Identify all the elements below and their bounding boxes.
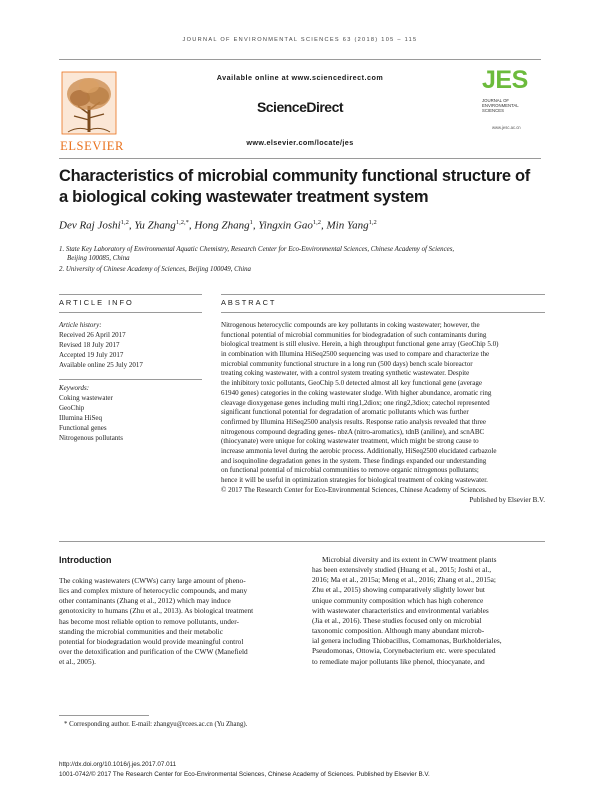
author-separator: , bbox=[188, 219, 195, 232]
text-line: genotoxicity to humans (Zhu et al., 2013). As biological treatment bbox=[59, 606, 254, 616]
author-list bbox=[59, 219, 543, 232]
affiliation-line: 2. University of Chinese Academy of Sciences, Beijing 100049, China bbox=[59, 266, 252, 273]
text-line: has become most reliable option to remove pollutants, under- bbox=[59, 616, 239, 626]
author-name[interactable]: Min Yang bbox=[326, 219, 369, 232]
text-line: Zhu et al., 2015) showing comparatively slightly lower but bbox=[312, 585, 485, 595]
abstract-line: (thiocyanate) were unique for coking wastewater treatment, which might be strong cause to bbox=[221, 437, 479, 446]
divider bbox=[221, 294, 545, 295]
intro-left-column bbox=[59, 576, 295, 667]
divider bbox=[59, 294, 202, 295]
text-line: to remediate major pollutants like phenol, thiocyanate, and bbox=[312, 656, 485, 666]
abstract-heading: ABSTRACT bbox=[221, 298, 277, 307]
abstract-line: significant functional potential for degradation of aromatic pollutants which was further bbox=[221, 408, 469, 417]
text-line: et al., 2005). bbox=[59, 657, 96, 667]
divider bbox=[59, 541, 545, 542]
abstract-line: 61940 genes) categories in the coking wastewater sludge. With higher abundance, aromatic ring bbox=[221, 388, 492, 397]
history-label: Article history: bbox=[59, 321, 102, 329]
abstract-line: increase ammonia level during the aerobic process. Additionally, HiSeq2500 elucidated carbazole bbox=[221, 446, 497, 455]
keyword[interactable]: Nitrogenous pollutants bbox=[59, 434, 123, 442]
elsevier-wordmark: ELSEVIER bbox=[60, 139, 124, 153]
abstract-line: treating coking wastewater, with a control system treating synthetic wastewater. Despite bbox=[221, 369, 470, 378]
history-item: Received 26 April 2017 bbox=[59, 331, 126, 339]
journal-citation: JOURNAL OF ENVIRONMENTAL SCIENCES 63 (2018) 105 – 115 bbox=[182, 37, 418, 43]
abstract-line: and isoquinoline degradation genes in the system. These findings expanded our understanding bbox=[221, 456, 487, 465]
copyright-line: 1001-0742/© 2017 The Research Center for Eco-Environmental Sciences, Chinese Academy of Sciences. Published by Elsevier B.V. bbox=[59, 771, 430, 778]
author-affil-sup: 1,2,* bbox=[175, 219, 189, 226]
abstract-line: confirmed by Illumina HiSeq2500 analysis results. Response ratio analysis revealed that three bbox=[221, 417, 486, 426]
divider bbox=[221, 312, 545, 313]
author-name[interactable]: Yu Zhang bbox=[134, 219, 176, 232]
text-line: ial genera including Thiobacillus, Comamonas, Burkholderiales, bbox=[312, 636, 502, 646]
section-heading-introduction: Introduction bbox=[59, 555, 112, 565]
keyword[interactable]: Coking wastewater bbox=[59, 394, 113, 402]
abstract-line: Nitrogenous heterocyclic compounds are key pollutants in coking wastewater; however, the bbox=[221, 321, 480, 329]
abstract-line: © 2017 The Research Center for Eco-Environmental Sciences, Chinese Academy of Sciences. bbox=[221, 485, 487, 494]
text-line: has been extensively studied (Huang et al., 2015; Joshi et al., bbox=[312, 565, 492, 575]
available-online-text: Available online at www.sciencedirect.com bbox=[216, 73, 384, 82]
text-line: (Jia et al., 2016). These studies focused only on microbial bbox=[312, 615, 482, 625]
author-affil-sup: 1,2 bbox=[312, 219, 321, 226]
abstract-body bbox=[221, 321, 545, 495]
text-line: potential for biodegradation would provide meaningful control bbox=[59, 636, 244, 646]
author-affil-sup: 1,2 bbox=[120, 219, 129, 226]
article-info-heading: ARTICLE INFO bbox=[59, 298, 134, 307]
text-line: standing the microbial communities and their metabolic bbox=[59, 626, 223, 636]
article-title bbox=[59, 166, 543, 208]
abstract-line: microbial community functional structure in a long run (500 days) bench scale bioreactor bbox=[221, 359, 473, 368]
title-line: Characteristics of microbial community functional structure of bbox=[59, 167, 530, 185]
author-separator: , bbox=[252, 219, 259, 232]
divider bbox=[59, 312, 202, 313]
keyword[interactable]: Illumina HiSeq bbox=[59, 414, 102, 422]
abstract-line: hence it will be useful in optimization strategies for biological treatment of coking wastewater. bbox=[221, 476, 488, 484]
sciencedirect-wordmark: ScienceDirect bbox=[256, 99, 344, 115]
abstract-line: in combination with Illumina HiSeq2500 sequencing was used to compare and characterize the bbox=[221, 350, 490, 359]
abstract-line: biological treatment is still elusive. Herein, a high throughput functional gene array (GeoChip 5.0) bbox=[221, 340, 499, 349]
text-line: over the detoxification and purification of the CWW (Manefield bbox=[59, 647, 248, 657]
footnote-divider bbox=[59, 715, 149, 716]
keyword[interactable]: GeoChip bbox=[59, 404, 85, 412]
keywords-label: Keywords: bbox=[59, 384, 90, 392]
jes-logo: JES bbox=[482, 66, 528, 94]
jes-subtitle: JOURNAL OF ENVIRONMENTAL SCIENCES bbox=[482, 98, 519, 114]
author-affil-sup: 1,2 bbox=[368, 219, 377, 226]
jes-url: www.jesc.ac.cn bbox=[492, 125, 521, 130]
author-separator: , bbox=[128, 219, 135, 232]
elsevier-tree-logo-icon bbox=[60, 70, 118, 140]
author-affil-sup: 1 bbox=[249, 219, 253, 226]
history-item: Available online 25 July 2017 bbox=[59, 361, 143, 369]
abstract-line: nitrogenous compound degrading genes- nbzA (nitro-aromatics), tdnB (aniline), and scnABC bbox=[221, 427, 485, 436]
text-line: unique community composition which has high coherence bbox=[312, 595, 484, 605]
history-item: Revised 18 July 2017 bbox=[59, 341, 120, 349]
text-line: taxonomic composition. Although many abundant microb- bbox=[312, 626, 485, 636]
affiliation-line: 1. State Key Laboratory of Environmental Aquatic Chemistry, Research Center for Eco-Environmental Sciences, Chinese Academy of Sciences, bbox=[59, 246, 455, 253]
title-line: a biological coking wastewater treatment system bbox=[59, 188, 429, 206]
affiliation-line: Beijing 100085, China bbox=[67, 255, 130, 262]
text-line: other contaminants (Zhang et al., 2012) which may induce bbox=[59, 596, 231, 606]
text-line: Microbial diversity and its extent in CWW treatment plants bbox=[322, 555, 497, 564]
text-line: with wastewater characteristics and environmental variables bbox=[312, 605, 489, 615]
history-item: Accepted 19 July 2017 bbox=[59, 351, 124, 359]
doi-link[interactable]: http://dx.doi.org/10.1016/j.jes.2017.07.011 bbox=[59, 761, 177, 768]
author-name[interactable]: Dev Raj Joshi bbox=[59, 219, 121, 232]
abstract-line: functional potential of microbial communities for biodegradation of such contaminants during bbox=[221, 330, 487, 339]
corresponding-author-footnote: * Corresponding author. E-mail: zhangyu@rcees.ac.cn (Yu Zhang). bbox=[64, 721, 248, 728]
divider bbox=[59, 379, 202, 380]
abstract-line: the inhibitory toxic pollutants, GeoChip 5.0 detected almost all key functional gene (average bbox=[221, 379, 483, 388]
abstract-line: on functional potential of microbial communities to remove organic nitrogenous pollutants; bbox=[221, 466, 479, 475]
author-name[interactable]: Hong Zhang bbox=[194, 219, 250, 232]
keyword[interactable]: Functional genes bbox=[59, 424, 107, 432]
author-name[interactable]: Yingxin Gao bbox=[258, 219, 313, 232]
abstract-line: cleavage dioxygenase genes including multi ring1,2diox; one ring2,3diox; catechol represented bbox=[221, 398, 490, 407]
text-line: 2016; Ma et al., 2015a; Meng et al., 2016; Zhang et al., 2015a; bbox=[312, 575, 496, 585]
text-line: lics and complex mixture of heterocyclic compounds, and many bbox=[59, 586, 248, 596]
journal-url-link[interactable]: www.elsevier.com/locate/jes bbox=[246, 138, 354, 147]
publisher-credit: Published by Elsevier B.V. bbox=[469, 496, 545, 504]
intro-right-column bbox=[312, 555, 545, 667]
text-line: The coking wastewaters (CWWs) carry large amount of pheno- bbox=[59, 576, 246, 585]
text-line: Pseudomonas, Ottowia, Corynebacterium etc. were speculated bbox=[312, 646, 496, 656]
author-separator: , bbox=[321, 219, 327, 232]
